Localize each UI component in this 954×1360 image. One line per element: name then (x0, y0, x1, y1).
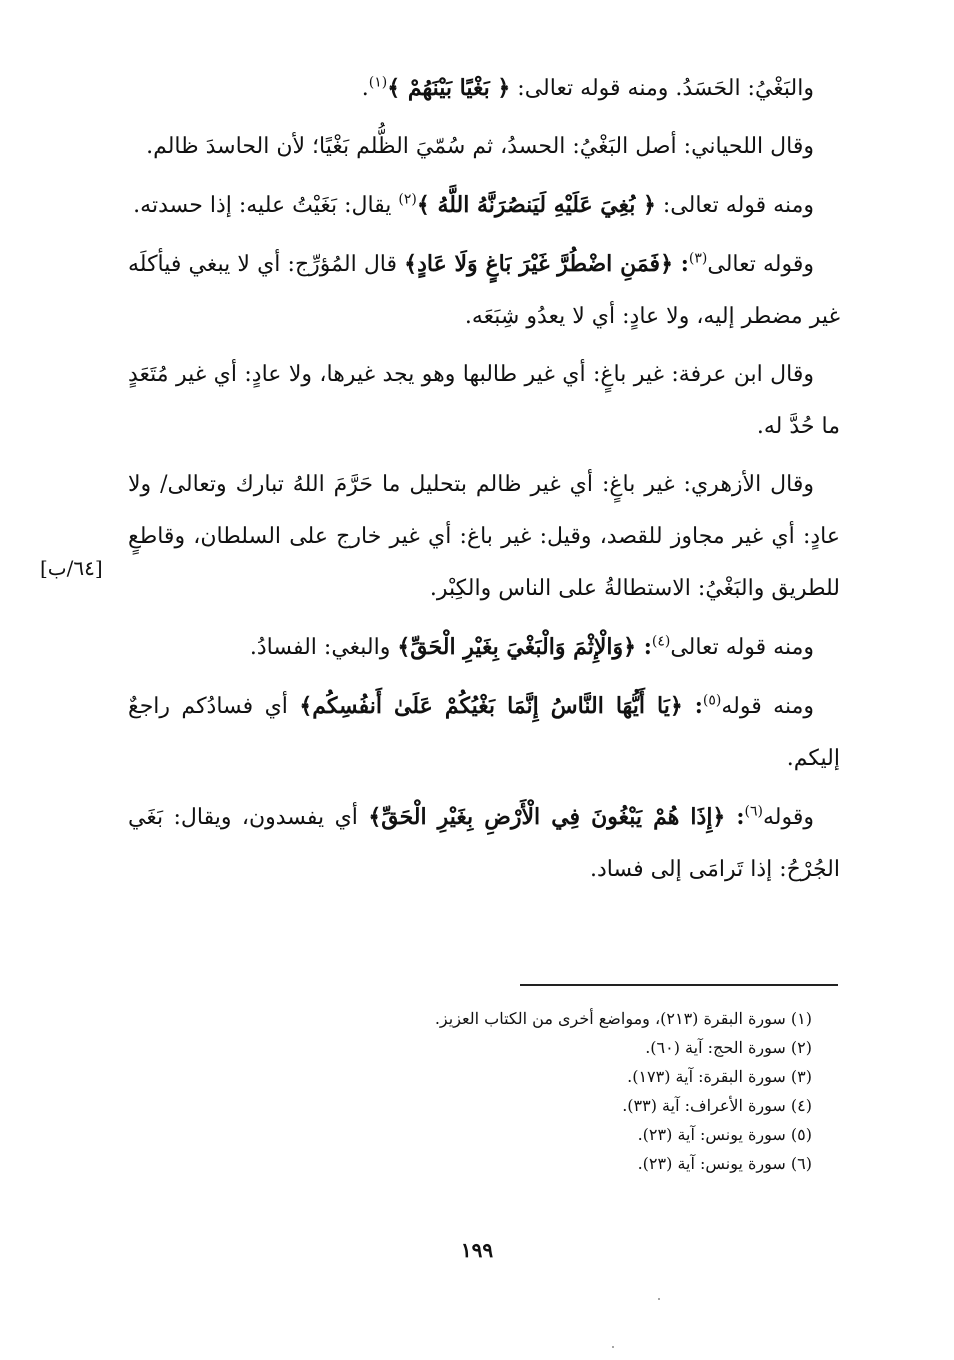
text-run: والبَغْيُ: الحَسَدُ. ومنه قوله تعالى: (510, 76, 814, 101)
text-run: وقال الأزهري: غير باغٍ: أي غير ظالم بتحليل ما حَرَّمَ اللهُ تبارك وتعالى/ ولا عادٍ: أي غير مجاوز للقصد، وقيل: غير باغ: أي غير خارج على السلطان، وقاطعٍ للطريق والبَغْيُ: الاستطالةُ على الناس والكِبْر. (128, 472, 840, 601)
footnote-1: (١) سورة البقرة (٢١٣)، ومواضع أخرى من الكتاب العزيز. (434, 1009, 812, 1028)
footnote-6: (٦) سورة يونس: آية (٢٣). (637, 1154, 812, 1173)
text-run: وقوله (762, 805, 814, 830)
text-run: . (361, 76, 369, 101)
quran-quote: ﴿ بُغِيَ عَلَيْهِ لَيَنصُرَنَّهُ اللَّهُ ﴾ (416, 192, 656, 218)
footnote-5: (٥) سورة يونس: آية (٢٣). (637, 1125, 812, 1144)
footnote-3: (٣) سورة البقرة: آية (١٧٣). (627, 1067, 812, 1086)
paragraph-5 (128, 349, 840, 453)
footnote-ref: (٣) (688, 250, 708, 267)
text-run: والبغي: الفسادُ. (249, 635, 398, 660)
footnotes (300, 1004, 812, 1178)
text-run: أي فسادُكم راجعٌ إليكم. (128, 694, 840, 771)
paragraph-8 (128, 680, 840, 785)
paragraph-4 (128, 238, 840, 343)
text-run: وقوله تعالى (707, 252, 814, 277)
paragraph-2 (128, 121, 840, 173)
footnote-2: (٢) سورة الحج: آية (٦٠). (645, 1038, 812, 1057)
scan-speck (658, 1298, 660, 1300)
footnote-ref: (٦) (744, 803, 763, 820)
quran-quote: : ﴿يَا أَيُّهَا النَّاسُ إِنَّمَا بَغْيُكُمْ عَلَىٰ أَنفُسِكُم﴾ (299, 693, 703, 719)
quran-quote: ﴿ بَغْيًا بَيْنَهُمْ ﴾ (387, 75, 511, 101)
paragraph-7 (128, 621, 840, 674)
paragraph-1 (128, 62, 840, 115)
footnote-ref: (٢) (398, 191, 417, 208)
quran-quote: : ﴿وَالْإِثْمَ وَالْبَغْيَ بِغَيْرِ الْحَقِّ﴾ (397, 634, 652, 660)
text-run: يقال: بَغَيْتُ عليه: إذا حسدته. (133, 193, 399, 218)
scan-speck (612, 1346, 614, 1348)
text-run: وقال ابن عرفة: غير باغٍ: أي غير طالبها وهو يجد غيرها، ولا عادٍ: أي غير مُتَعَدٍ ما حُدَّ له. (128, 362, 840, 439)
text-run: ومنه قوله (721, 694, 814, 719)
footnote-separator (520, 984, 838, 986)
text-run: وقال اللحياني: أصل البَغْيُ: الحسدُ، ثم سُمّيَ الظُّلم بَغْيًا؛ لأن الحاسدَ ظالم. (146, 134, 814, 159)
manuscript-folio-note: [٦٤/ب] (40, 556, 103, 580)
page-number: ١٩٩ (460, 1238, 494, 1262)
footnote-ref: (٤) (651, 633, 671, 650)
text-run: ومنه قوله تعالى (670, 635, 814, 660)
paragraph-3 (128, 179, 840, 232)
paragraph-6 (128, 459, 840, 615)
footnote-4: (٤) سورة الأعراف: آية (٣٣). (622, 1096, 812, 1115)
quran-quote: : ﴿فَمَنِ اضْطُرَّ غَيْرَ بَاغٍ وَلَا عَادٍ﴾ (404, 251, 689, 277)
text-run: ومنه قوله تعالى: (655, 193, 814, 218)
main-text (128, 62, 840, 902)
text-run: أي يفسدون، ويقال: بَغَي الجُرْحُ: إذا تَرامَى إلى فساد. (128, 805, 840, 882)
footnote-ref: (١) (368, 74, 388, 91)
quran-quote: : ﴿إِذَا هُمْ يَبْغُونَ فِي الْأَرْضِ بِغَيْرِ الْحَقِّ﴾ (368, 804, 745, 830)
footnote-ref: (٥) (702, 692, 722, 709)
text-run: قال المُؤرِّج: أي لا يبغي فيأكلَه غير مضطر إليه، ولا عادٍ: أي لا يعدُو شِبَعَه. (128, 252, 840, 329)
paragraph-9 (128, 791, 840, 896)
